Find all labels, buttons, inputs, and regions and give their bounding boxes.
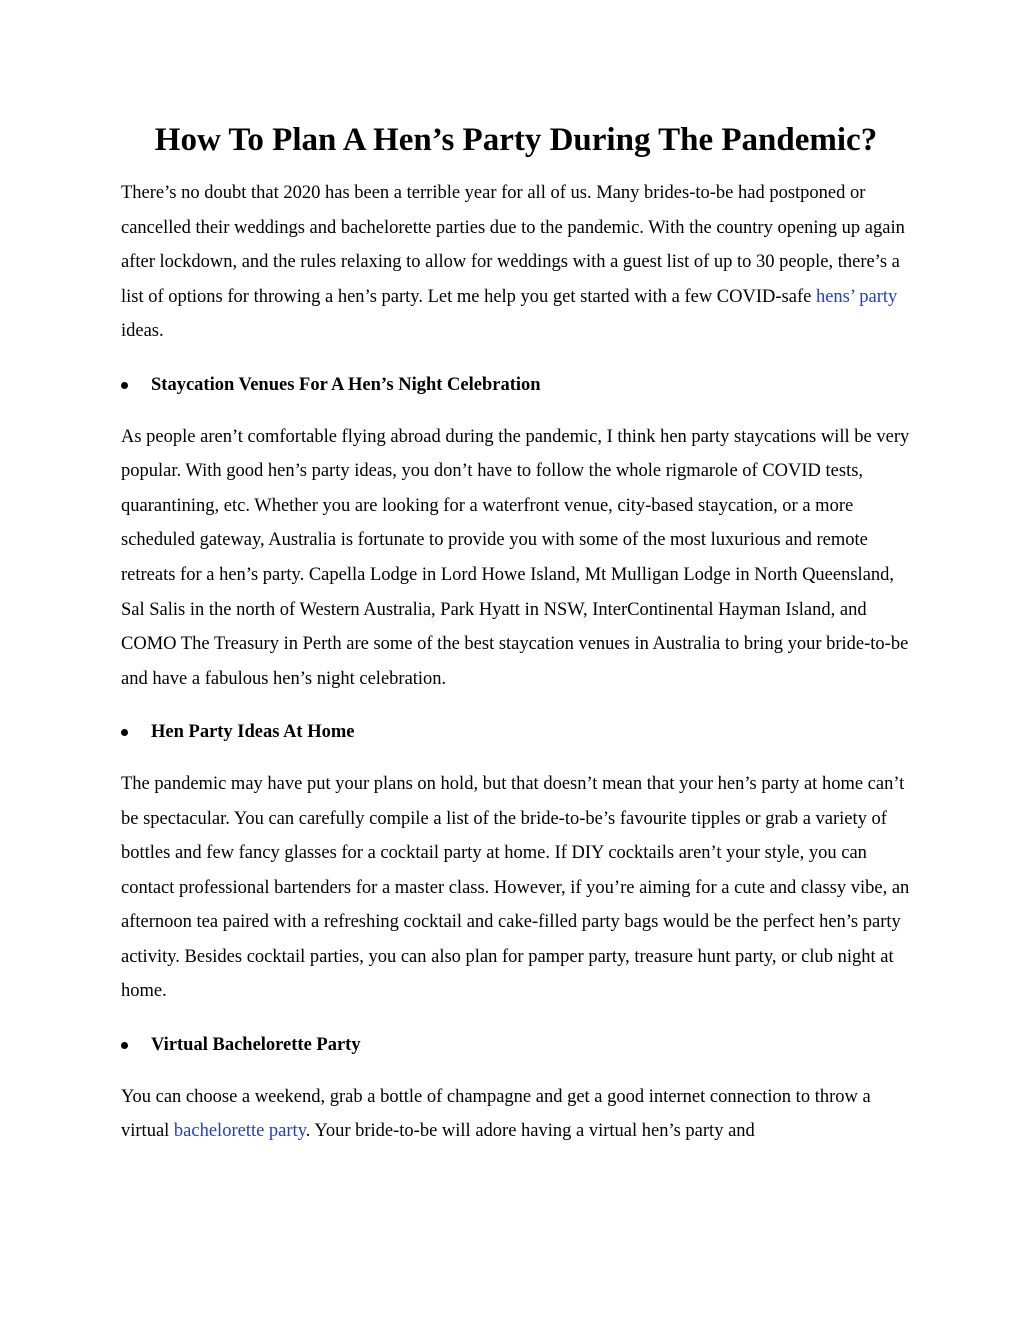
section-heading-home-ideas (121, 715, 911, 750)
document-title: How To Plan A Hen’s Party During The Pandemic? (154, 122, 878, 158)
virtual-party-paragraph (121, 1080, 911, 1149)
section-heading-text: Virtual Bachelorette Party (151, 1035, 361, 1056)
staycation-paragraph: As people aren’t comfortable flying abroad during the pandemic, I think hen party staycations will be very popular. With good hen’s party ideas, you don’t have to follow the whole rigmarole of COVID tests, quarantining, etc. Whether you are looking for a waterfront venue, city-based staycation, or a more scheduled gateway, Australia is fortunate to provide you with some of the most luxurious and remote retreats for a hen’s party. Capella Lodge in Lord Howe Island, Mt Mulligan Lodge in North Queensland, Sal Salis in the north of Western Australia, Park Hyatt in NSW, InterContinental Hayman Island, and COMO The Treasury in Perth are some of the best staycation venues in Australia to bring your bride-to-be and have a fabulous hen’s night celebration. (121, 426, 910, 689)
hens-party-link[interactable]: hens’ party (815, 286, 898, 307)
section-heading-virtual-party (121, 1028, 911, 1063)
intro-paragraph (121, 176, 911, 349)
bachelorette-party-link[interactable]: bachelorette party (173, 1121, 306, 1142)
virtual-party-text: You can choose a weekend, grab a bottle of champagne and get a good internet connection to throw a virtual (121, 1086, 871, 1142)
section-heading-text: Hen Party Ideas At Home (151, 722, 355, 743)
bullet-icon (121, 1042, 128, 1049)
section-heading-text: Staycation Venues For A Hen’s Night Celebration (151, 374, 541, 395)
intro-text-end: ideas. (121, 321, 164, 342)
bullet-icon (121, 382, 128, 389)
virtual-party-text-end: . Your bride-to-be will adore having a virtual hen’s party and (305, 1121, 755, 1142)
intro-text: There’s no doubt that 2020 has been a terrible year for all of us. Many brides-to-be had postponed or cancelled their weddings and bachelorette parties due to the pandemic. With the country opening up again after lockdown, and the rules relaxing to allow for weddings with a guest list of up to 30 people, there’s a list of options for throwing a hen’s party. Let me help you get started with a few COVID-safe (121, 183, 905, 307)
document-page (121, 118, 911, 1149)
home-ideas-paragraph: The pandemic may have put your plans on hold, but that doesn’t mean that your hen’s party at home can’t be spectacular. You can carefully compile a list of the bride-to-be’s favourite tipples or grab a variety of bottles and few fancy glasses for a cocktail party at home. If DIY cocktails aren’t your style, you can contact professional bartenders for a master class. However, if you’re aiming for a cute and classy vibe, an afternoon tea paired with a refreshing cocktail and cake-filled party bags would be the perfect hen’s party activity. Besides cocktail parties, you can also plan for pamper party, treasure hunt party, or club night at home. (121, 773, 910, 1002)
section-heading-staycation (121, 368, 911, 403)
bullet-icon (121, 729, 128, 736)
